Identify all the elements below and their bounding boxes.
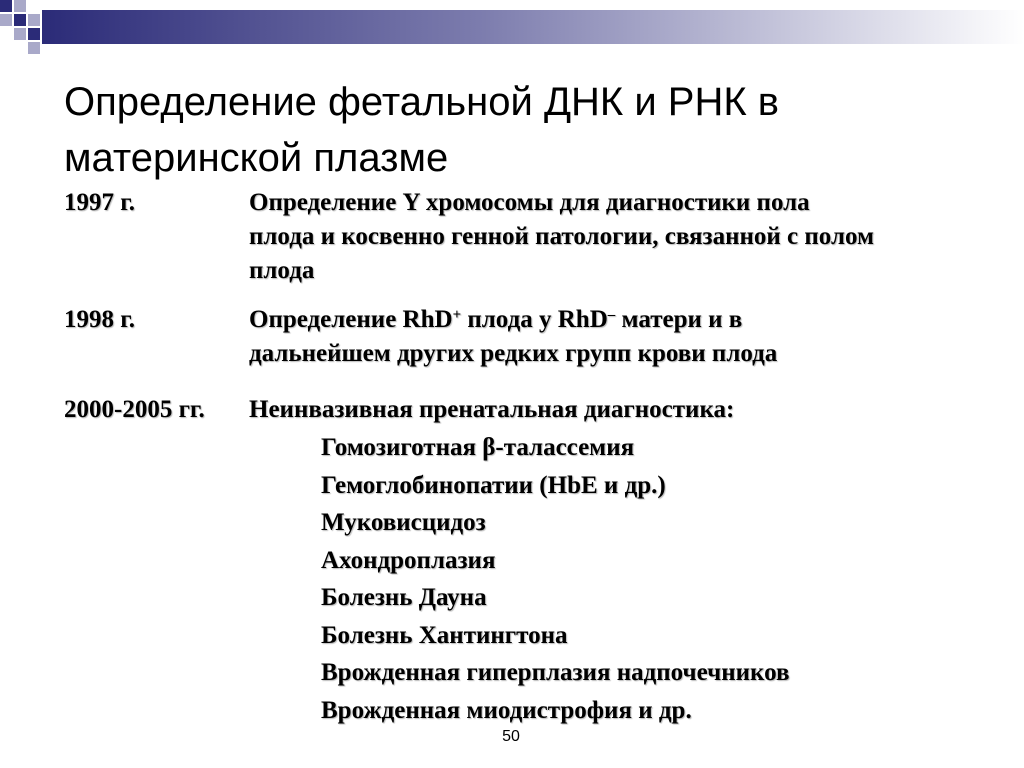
decorative-square [14, 28, 26, 40]
slide-title [64, 74, 964, 186]
entry-1998-description [249, 303, 989, 371]
list-item: Муковисцидоз [321, 509, 486, 536]
title-line: материнской плазме [64, 136, 449, 180]
decorative-square [28, 42, 40, 54]
decorative-square [28, 28, 40, 40]
decorative-square [14, 14, 26, 26]
list-item: Гомозиготная β-талассемия [321, 434, 635, 461]
year-2000-2005: 2000-2005 гг. [64, 396, 205, 423]
year-1998: 1998 г. [64, 306, 136, 333]
year-1997: 1997 г. [64, 189, 136, 216]
diagnoses-list [321, 429, 789, 729]
text-part: матери и в [615, 306, 743, 333]
description-line: Определение Y хромосомы для диагностики пола [249, 189, 810, 216]
template-decoration [0, 0, 1024, 60]
entry-1997-description [249, 186, 989, 288]
superscript-minus: – [607, 307, 616, 323]
list-item: Врожденная гиперплазия надпочечников [321, 659, 790, 686]
list-item: Гемоглобинопатии (HbE и др.) [321, 471, 666, 499]
page-number: 50 [502, 728, 520, 745]
description-line: плода [249, 257, 315, 284]
superscript-plus: + [452, 307, 462, 323]
description-line: плода и косвенно генной патологии, связанной с полом [249, 223, 875, 250]
list-item: Врожденная миодистрофия и др. [321, 696, 692, 724]
description-line [249, 303, 989, 337]
list-item: Болезнь Дауна [321, 584, 487, 611]
text-part: Определение RhD [249, 306, 453, 333]
entry-2000-2005-intro: Неинвазивная пренатальная диагностика: [249, 396, 735, 423]
list-item: Болезнь Хантингтона [321, 621, 568, 649]
title-line: Определение фетальной ДНК и РНК в [64, 80, 780, 124]
description-line: дальнейшем других редких групп крови плода [249, 340, 778, 367]
text-part: плода у RhD [461, 306, 608, 333]
decorative-square [0, 14, 12, 26]
decorative-square [14, 0, 26, 12]
list-item: Ахондроплазия [321, 546, 496, 574]
decorative-square [0, 0, 12, 12]
decorative-square [28, 14, 40, 26]
header-gradient-bar [42, 10, 1024, 44]
